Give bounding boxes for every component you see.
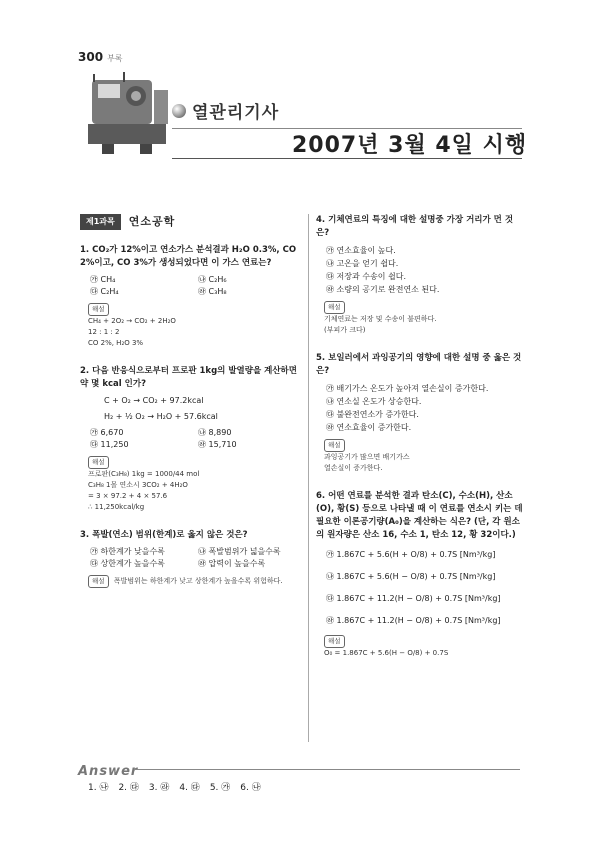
question-3 xyxy=(80,529,300,588)
question-6 xyxy=(316,490,526,659)
option: ㉱ 15,710 xyxy=(198,440,237,449)
answer-list xyxy=(88,780,261,793)
question-stem: 6. 어떤 연료를 분석한 결과 탄소(C), 수소(H), 산소(O), 황(S) 등으로 나타낼 때 이 연료를 연소시 키는 데 필요한 이론공기량(A₀)을 계산하는 식은? (단, 각 원소의 원자량은 산소 16, 수소 1, 탄소 12, 황 32이다.) xyxy=(316,491,523,540)
subject-number: 제1과목 xyxy=(80,214,121,230)
equation: C + O₂ → CO₂ + 97.2kcal xyxy=(104,396,204,405)
explanation xyxy=(80,456,300,513)
option: ㉰ 불완전연소가 증가한다. xyxy=(326,410,419,419)
option: ㉰ 상한계가 높을수록 xyxy=(90,559,165,568)
option: ㉱ C₃H₈ xyxy=(198,287,227,296)
option: ㉯ 폭발범위가 넓을수록 xyxy=(198,547,281,556)
question-stem: 3. 폭발(연소) 범위(한계)로 옳지 않은 것은? xyxy=(80,530,248,540)
explanation-line: (부피가 크다) xyxy=(324,326,366,334)
brand-title: 열관리기사 xyxy=(192,103,280,123)
page-number: 300 부록 xyxy=(78,50,123,64)
option: ㉮ 6,670 xyxy=(90,428,124,437)
option: ㉰ 1.867C + 11.2(H − O/8) + 0.7S [Nm³/kg] xyxy=(326,594,501,603)
explanation-line: 폭발범위는 하한계가 낮고 상한계가 높을수록 위험하다. xyxy=(113,577,283,585)
question-4 xyxy=(316,214,526,336)
right-column xyxy=(316,214,526,675)
option: ㉱ 1.867C + 11.2(H − O/8) + 0.7S [Nm³/kg] xyxy=(326,616,501,625)
answer-item: 4. ㉰ xyxy=(179,783,200,793)
explanation-line: CO 2%, H₂O 3% xyxy=(88,339,144,347)
option: ㉮ 배기가스 온도가 높아져 열손실이 증가한다. xyxy=(326,384,489,393)
option: ㉮ CH₄ xyxy=(90,275,116,284)
option: ㉱ 압력이 높을수록 xyxy=(198,559,266,568)
answer-bar xyxy=(78,760,522,779)
explanation xyxy=(316,635,526,659)
option: ㉯ 8,890 xyxy=(198,428,232,437)
question-stem: 4. 기체연료의 특징에 대한 설명중 가장 거리가 먼 것은? xyxy=(316,215,514,238)
option: ㉰ 11,250 xyxy=(90,440,129,449)
brand-bullet-icon xyxy=(172,104,186,118)
option-list xyxy=(326,244,526,296)
explanation-line: ∴ 11,250kcal/kg xyxy=(88,503,145,511)
option-list xyxy=(326,382,526,434)
option-list xyxy=(90,546,300,570)
explanation-line: 열손실이 증가한다. xyxy=(324,464,383,472)
option: ㉮ 연소효율이 높다. xyxy=(326,246,396,255)
answer-item: 6. ㉯ xyxy=(240,783,261,793)
answer-item: 3. ㉱ xyxy=(148,783,170,793)
exam-date-title: 2007년 3월 4일 시행 xyxy=(292,133,528,158)
answer-item: 5. ㉮ xyxy=(209,783,231,793)
option: ㉯ 고온을 얻기 쉽다. xyxy=(326,259,399,268)
subject-header xyxy=(80,214,300,230)
left-column xyxy=(80,214,300,604)
explanation xyxy=(316,301,526,336)
explanation-line: 프로판(C₃H₈) 1kg = 1000/44 mol xyxy=(88,470,200,478)
question-stem: 1. CO₂가 12%이고 연소가스 분석결과 H₂O 0.3%, CO 2%이고, CO 3%가 생성되었다면 이 가스 연료는? xyxy=(80,245,297,268)
explanation xyxy=(80,575,300,588)
question-stem: 5. 보일러에서 과잉공기의 영향에 대한 설명 중 옳은 것은? xyxy=(316,353,522,376)
explanation-tag: 해설 xyxy=(88,456,109,469)
explanation-tag: 해설 xyxy=(324,439,345,452)
explanation xyxy=(80,303,300,349)
column-divider xyxy=(308,214,309,742)
explanation-line: O₀ = 1.867C + 5.6(H − O/8) + 0.7S xyxy=(324,649,449,657)
option: ㉮ 1.867C + 5.6(H + O/8) + 0.7S [Nm³/kg] xyxy=(326,550,496,559)
question-2 xyxy=(80,365,300,513)
answer-rule xyxy=(134,769,520,770)
boiler-machine-image xyxy=(84,70,174,158)
explanation-tag: 해설 xyxy=(324,301,345,314)
explanation-tag: 해설 xyxy=(88,303,109,316)
option: ㉮ 하한계가 낮을수록 xyxy=(90,547,165,556)
option: ㉯ 1.867C + 5.6(H − O/8) + 0.7S [Nm³/kg] xyxy=(326,572,496,581)
option: ㉱ 연소효율이 증가한다. xyxy=(326,423,412,432)
header-bottom-rule xyxy=(172,158,522,159)
explanation-line: = 3 × 97.2 + 4 × 57.6 xyxy=(88,492,168,500)
option: ㉰ 저장과 수송이 쉽다. xyxy=(326,272,406,281)
question-5 xyxy=(316,352,526,474)
page-suffix: 부록 xyxy=(107,54,123,63)
answer-item: 2. ㉰ xyxy=(118,783,139,793)
question-stem: 2. 다음 반응식으로부터 프로판 1kg의 발열량을 계산하면 약 몇 kcal 인가? xyxy=(80,366,297,389)
option-list xyxy=(90,274,300,298)
explanation xyxy=(316,439,526,474)
answer-item: 1. ㉯ xyxy=(88,783,109,793)
option: ㉱ 소량의 공기로 완전연소 된다. xyxy=(326,285,440,294)
explanation-line: 기체연료는 저장 및 수송이 불편하다. xyxy=(324,315,437,323)
brand-row xyxy=(172,98,279,123)
equation: H₂ + ½ O₂ → H₂O + 57.6kcal xyxy=(104,412,218,421)
subject-name: 연소공학 xyxy=(128,215,176,228)
explanation-line: CH₄ + 2O₂ → CO₂ + 2H₂O xyxy=(88,317,176,325)
question-1 xyxy=(80,244,300,349)
explanation-tag: 해설 xyxy=(88,575,109,588)
option-list xyxy=(90,427,300,451)
explanation-line: C₃H₈ 1몰 연소시 3CO₂ + 4H₂O xyxy=(88,481,188,489)
explanation-line: 과잉공기가 많으면 배기가스 xyxy=(324,453,410,461)
option: ㉯ C₂H₆ xyxy=(198,275,227,284)
explanation-line: 12 : 1 : 2 xyxy=(88,328,120,336)
option: ㉰ C₂H₄ xyxy=(90,287,119,296)
explanation-tag: 해설 xyxy=(324,635,345,648)
option: ㉯ 연소실 온도가 상승한다. xyxy=(326,397,422,406)
answer-label: Answer xyxy=(78,764,139,779)
